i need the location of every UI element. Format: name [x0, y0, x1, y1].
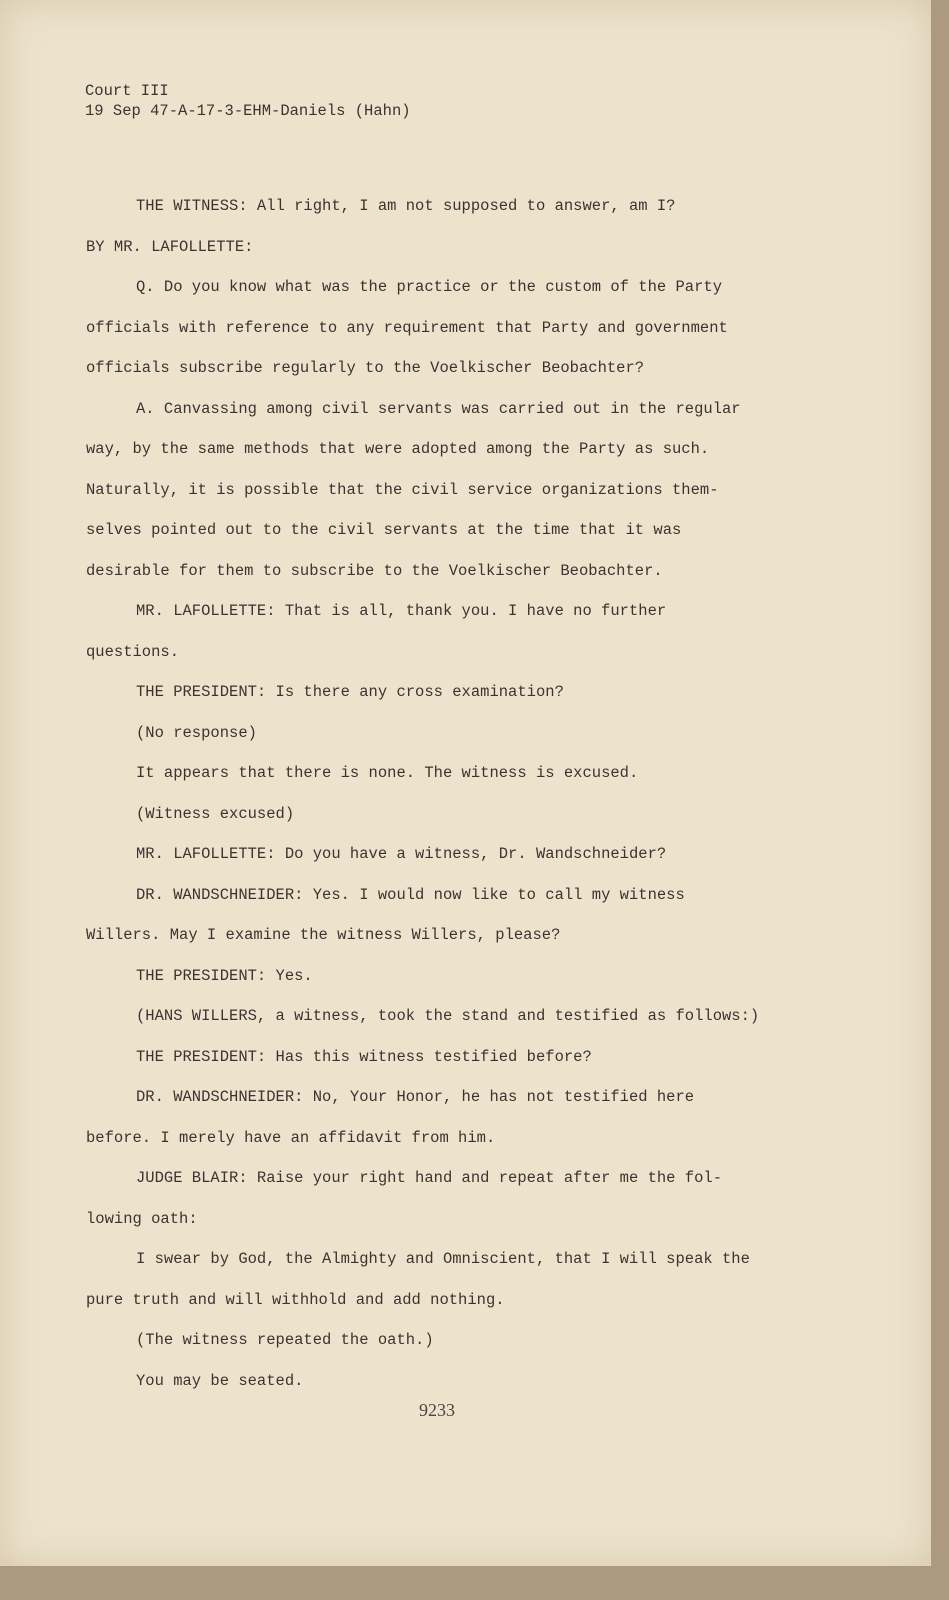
transcript-line: BY MR. LAFOLLETTE: [86, 237, 254, 256]
transcript-line: lowing oath: [86, 1209, 198, 1228]
transcript-line: pure truth and will withhold and add nothing. [86, 1290, 505, 1309]
transcript-line: MR. LAFOLLETTE: That is all, thank you. I have no further [136, 602, 667, 620]
transcript-line: A. Canvassing among civil servants was carried out in the regular [136, 399, 741, 418]
transcript-line: Willers. May I examine the witness Willers, please? [86, 926, 561, 944]
transcript-line: way, by the same methods that were adopted among the Party as such. [86, 440, 710, 458]
transcript-line: THE PRESIDENT: Yes. [136, 966, 313, 985]
transcript-line: MR. LAFOLLETTE: Do you have a witness, Dr. Wandschneider? [136, 845, 667, 863]
transcript-line: DR. WANDSCHNEIDER: Yes. I would now like to call my witness [136, 885, 685, 904]
transcript-line: (No response) [136, 723, 257, 742]
transcript-line: Naturally, it is possible that the civil service organizations them- [86, 480, 719, 499]
transcript-line: JUDGE BLAIR: Raise your right hand and repeat after me the fol- [136, 1169, 722, 1187]
transcript-body [86, 195, 826, 1410]
transcript-line: You may be seated. [136, 1371, 304, 1390]
transcript-line: selves pointed out to the civil servants at the time that it was [86, 521, 682, 539]
transcript-line: I swear by God, the Almighty and Omniscient, that I will speak the [136, 1250, 750, 1268]
court-label: Court III [85, 82, 169, 100]
transcript-line: officials subscribe regularly to the Voelkischer Beobachter? [86, 359, 645, 377]
transcript-line: It appears that there is none. The witness is excused. [136, 764, 639, 782]
transcript-line: (Witness excused) [136, 804, 295, 823]
transcript-line: DR. WANDSCHNEIDER: No, Your Honor, he has not testified here [136, 1088, 695, 1106]
transcript-line: THE PRESIDENT: Is there any cross examination? [136, 683, 564, 701]
transcript-line: desirable for them to subscribe to the Voelkischer Beobachter. [86, 561, 663, 580]
transcript-line: questions. [86, 642, 180, 661]
page-number: 9233 [419, 1400, 455, 1420]
transcript-line: officials with reference to any requirement that Party and government [86, 318, 728, 337]
transcript-line: THE WITNESS: All right, I am not supposed to answer, am I? [136, 197, 676, 215]
transcript-line: Q. Do you know what was the practice or the custom of the Party [136, 278, 722, 296]
transcript-line: THE PRESIDENT: Has this witness testified before? [136, 1047, 592, 1066]
transcript-line: (The witness repeated the oath.) [136, 1331, 434, 1349]
transcript-line: (HANS WILLERS, a witness, took the stand and testified as follows:) [136, 1007, 760, 1025]
transcript-line: before. I merely have an affidavit from him. [86, 1128, 496, 1147]
session-reference: 19 Sep 47-A-17-3-EHM-Daniels (Hahn) [85, 102, 411, 120]
